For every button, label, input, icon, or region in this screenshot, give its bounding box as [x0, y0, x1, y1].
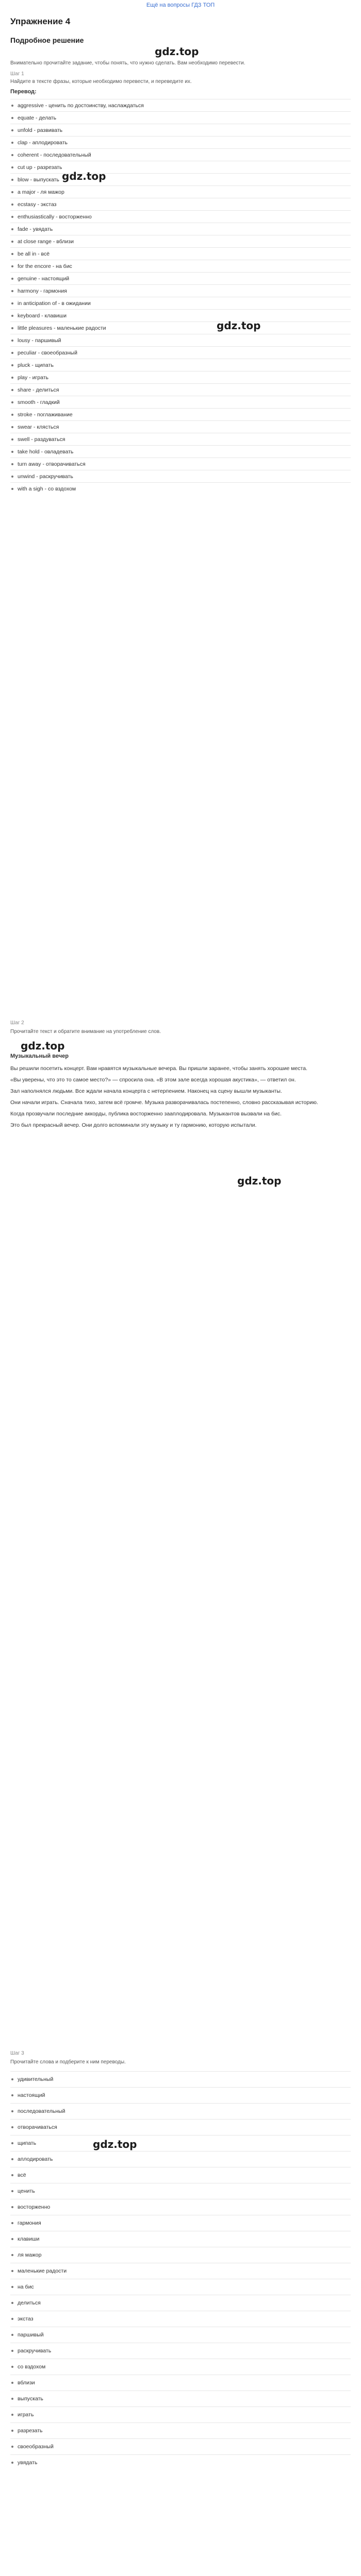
- list-item: keyboard - клавиши: [10, 309, 351, 321]
- list-item: раскручивать: [10, 2343, 351, 2359]
- list-item: harmony - гармония: [10, 284, 351, 297]
- list-item: for the encore - на бис: [10, 260, 351, 272]
- list-item: play - играть: [10, 371, 351, 383]
- list-item: little pleasures - маленькие радости: [10, 321, 351, 334]
- section-note: Прочитайте текст и обратите внимание на употребление слов.: [10, 1029, 161, 1035]
- paragraph: Это был прекрасный вечер. Они долго вспоминали эту музыку и ту гармонию, которую испытали.: [10, 1122, 257, 1128]
- list-item: делиться: [10, 2295, 351, 2311]
- list-item: ля мажор: [10, 2247, 351, 2263]
- list-item: fade - увядать: [10, 223, 351, 235]
- list-item: паршивый: [10, 2327, 351, 2343]
- list-item: гармония: [10, 2215, 351, 2231]
- watermark: gdz.top: [217, 319, 261, 332]
- paragraph: Когда прозвучали последние аккорды, публика восторженно зааплодировала. Музыкантов вызвали на бис.: [10, 1111, 282, 1117]
- list-item: enthusiastically - восторженно: [10, 210, 351, 223]
- watermark: gdz.top: [21, 1040, 65, 1052]
- list-item: genuine - настоящий: [10, 272, 351, 284]
- list-item: ecstasy - экстаз: [10, 198, 351, 210]
- list-item: equate - делать: [10, 111, 351, 124]
- list-item: swell - раздуваться: [10, 433, 351, 445]
- list-item: at close range - вблизи: [10, 235, 351, 247]
- list-item: последовательный: [10, 2103, 351, 2119]
- list-item: удивительный: [10, 2071, 351, 2087]
- list-item: take hold - овладевать: [10, 445, 351, 457]
- paragraph: «Вы уверены, что это то самое место?» — спросила она. «В этом зале всегда хорошая акустика», — ответил он.: [10, 1077, 296, 1083]
- list-item: peculiar - своеобразный: [10, 346, 351, 359]
- list-item: aggressive - ценить по достоинству, наслаждаться: [10, 99, 351, 111]
- section-title: Подробное решение: [10, 36, 84, 44]
- subtitle: Перевод:: [10, 89, 37, 95]
- list-item: stroke - поглаживание: [10, 408, 351, 420]
- list-item: маленькие радости: [10, 2263, 351, 2279]
- list-item: восторженно: [10, 2199, 351, 2215]
- list-item: клавиши: [10, 2231, 351, 2247]
- step-label: Шаг 2: [10, 1020, 24, 1026]
- step-label: Шаг 3: [10, 2050, 24, 2056]
- list-item: unwind - раскручивать: [10, 470, 351, 482]
- list-item: be all in - всё: [10, 247, 351, 260]
- list-item: своеобразный: [10, 2438, 351, 2454]
- list-item: with a sigh - со вздохом: [10, 482, 351, 495]
- text-block: [10, 1064, 351, 1132]
- watermark: gdz.top: [62, 170, 106, 182]
- list-item: разрезать: [10, 2422, 351, 2438]
- list-item: clap - аплодировать: [10, 136, 351, 148]
- list-item: ценить: [10, 2183, 351, 2199]
- list-item: вблизи: [10, 2375, 351, 2391]
- list-item: swear - клясться: [10, 420, 351, 433]
- list-item: a major - ля мажор: [10, 185, 351, 198]
- page-title: Упражнение 4: [10, 16, 71, 26]
- section-note: Внимательно прочитайте задание, чтобы понять, что нужно сделать. Вам необходимо перевести.: [10, 60, 245, 66]
- word-list: [10, 2071, 351, 2470]
- watermark: gdz.top: [155, 45, 199, 58]
- step-label: Шаг 1: [10, 71, 24, 77]
- list-item: smooth - гладкий: [10, 396, 351, 408]
- paragraph: Они начали играть. Сначала тихо, затем всё громче. Музыка разворачивалась постепенно, словно рассказывая историю.: [10, 1099, 318, 1106]
- list-item: играть: [10, 2406, 351, 2422]
- watermark: gdz.top: [237, 1175, 282, 1187]
- list-item: turn away - отворачиваться: [10, 457, 351, 470]
- top-link[interactable]: Ещё на вопросы ГДЗ ТОП: [146, 2, 215, 8]
- list-item: со вздохом: [10, 2359, 351, 2375]
- list-item: на бис: [10, 2279, 351, 2295]
- paragraph: Зал наполнялся людьми. Все ждали начала концерта с нетерпением. Наконец на сцену вышли музыканты.: [10, 1088, 282, 1094]
- list-item: in anticipation of - в ожидании: [10, 297, 351, 309]
- list-item: выпускать: [10, 2391, 351, 2406]
- list-item: share - делиться: [10, 383, 351, 396]
- instruction: Найдите в тексте фразы, которые необходимо перевести, и переведите их.: [10, 79, 192, 84]
- list-item: увядать: [10, 2454, 351, 2470]
- list-item: отворачиваться: [10, 2119, 351, 2135]
- watermark: gdz.top: [93, 2138, 137, 2150]
- list-item: щипать: [10, 2135, 351, 2151]
- paragraph: Вы решили посетить концерт. Вам нравятся музыкальные вечера. Вы пришли заранее, чтобы занять хорошие места.: [10, 1065, 307, 1072]
- list-item: coherent - последовательный: [10, 148, 351, 161]
- subtitle: Музыкальный вечер: [10, 1053, 69, 1059]
- list-item: настоящий: [10, 2087, 351, 2103]
- list-item: экстаз: [10, 2311, 351, 2327]
- list-item: lousy - паршивый: [10, 334, 351, 346]
- list-item: cut up - разрезать: [10, 161, 351, 173]
- section-note: Прочитайте слова и подберите к ним переводы.: [10, 2059, 126, 2065]
- word-list: [10, 99, 351, 495]
- list-item: всё: [10, 2167, 351, 2183]
- list-item: pluck - щипать: [10, 359, 351, 371]
- list-item: blow - выпускать: [10, 173, 351, 185]
- list-item: аплодировать: [10, 2151, 351, 2167]
- list-item: unfold - развивать: [10, 124, 351, 136]
